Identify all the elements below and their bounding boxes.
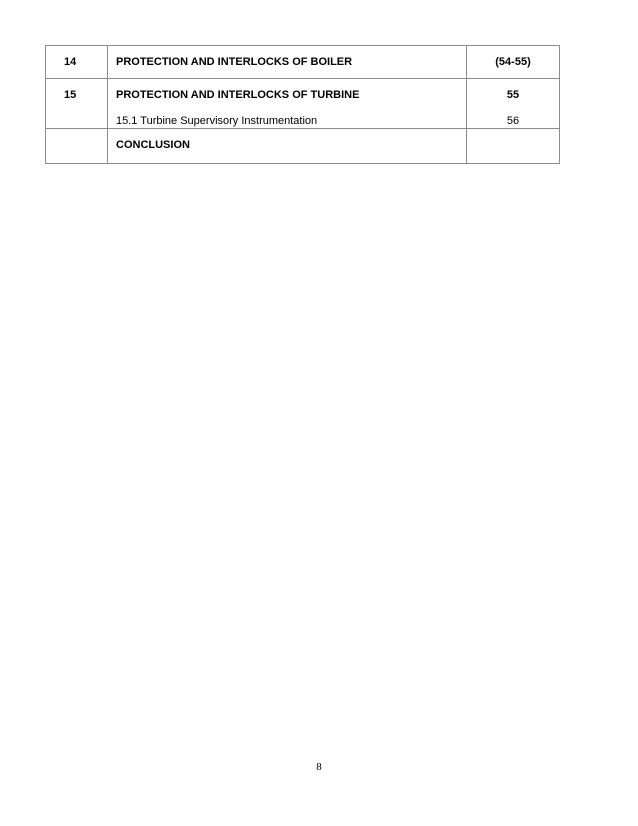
chapter-title-cell <box>108 79 467 129</box>
table-row <box>46 46 560 79</box>
chapter-page: 55 <box>506 89 520 101</box>
page-cell <box>467 129 560 164</box>
chapter-title-cell <box>108 46 467 79</box>
subsection-title: 15.1 Turbine Supervisory Instrumentation <box>116 115 318 127</box>
chapter-page: (54-55) <box>495 56 531 68</box>
chapter-title-cell <box>108 129 467 164</box>
page-cell <box>467 46 560 79</box>
table-row <box>46 129 560 164</box>
chapter-number-cell <box>46 129 108 164</box>
subsection-page: 56 <box>506 115 520 127</box>
chapter-page <box>467 129 559 138</box>
chapter-title: PROTECTION AND INTERLOCKS OF TURBINE <box>116 89 360 101</box>
page-number: 8 <box>316 761 322 773</box>
chapter-number: 15 <box>64 89 77 101</box>
chapter-number-cell <box>46 79 108 129</box>
chapter-title: PROTECTION AND INTERLOCKS OF BOILER <box>116 56 353 68</box>
chapter-number <box>46 129 107 138</box>
page-cell <box>467 79 560 129</box>
chapter-number: 14 <box>64 56 77 68</box>
chapter-title: CONCLUSION <box>116 139 190 151</box>
chapter-number-cell <box>46 46 108 79</box>
table-of-contents <box>45 45 560 164</box>
table-row <box>46 79 560 129</box>
